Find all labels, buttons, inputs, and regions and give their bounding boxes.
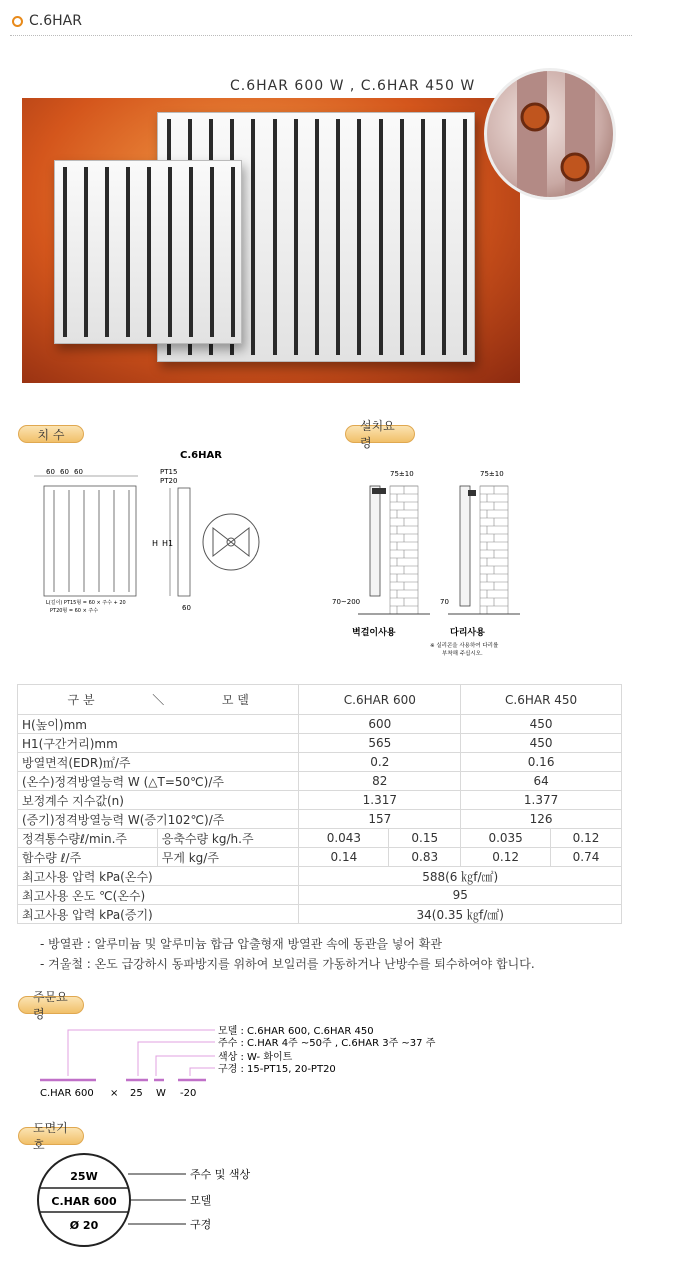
header-label-right: 모 델: [221, 693, 249, 707]
radiator-fin: [147, 167, 151, 337]
cell-value: 450: [461, 715, 622, 734]
pt-label: PT20: [160, 477, 178, 485]
cell-value: 0.12: [461, 848, 551, 867]
cell-value: 0.15: [389, 829, 461, 848]
cell-value: 1.377: [461, 791, 622, 810]
cell-value: 0.83: [389, 848, 461, 867]
order-code-count: 25: [130, 1088, 143, 1099]
radiator-fin: [357, 119, 361, 355]
table-row: [18, 715, 622, 734]
order-code-model: C.HAR 600: [40, 1088, 94, 1099]
cell-value: 600: [299, 715, 461, 734]
dimension-drawing: [28, 446, 278, 626]
table-row: [18, 905, 622, 924]
radiator-fin: [421, 119, 425, 355]
radiator-fin: [294, 119, 298, 355]
row-label: 정격통수량ℓ/min.주: [18, 829, 158, 848]
model-header: C.6HAR 450: [461, 685, 622, 715]
symbol-top-text: 25W: [70, 1170, 98, 1183]
hero-product-photo: [22, 98, 520, 383]
leg-height-label: 70: [440, 598, 449, 606]
section-pill-symbol: 도면기호: [18, 1127, 84, 1145]
table-row: [18, 734, 622, 753]
length-note: L(길이) PT15형 = 60 × 주수 + 20: [46, 600, 126, 606]
row-label: 보정계수 지수값(n): [18, 791, 299, 810]
order-diagram: [30, 1018, 490, 1108]
note-line: - 방열관 : 알루미늄 및 알루미늄 합금 압출형재 방열관 속에 동관을 넣어 확관: [40, 937, 442, 951]
row-label: 최고사용 압력 kPa(증기): [18, 905, 299, 924]
radiator-fin: [315, 119, 319, 355]
row-label: 무게 kg/주: [157, 848, 299, 867]
pitch-label: 60: [74, 468, 83, 476]
radiator-fin: [273, 119, 277, 355]
install-drawing: [330, 460, 525, 660]
leg-note: ※ 실리콘을 사용하여 다리를: [430, 643, 499, 649]
row-label: (증기)정격방열능력 W(증기102℃)/주: [18, 810, 299, 829]
order-code-size: -20: [180, 1088, 197, 1099]
pipe-detail-illustration: [487, 71, 616, 200]
row-label: H(높이)mm: [18, 715, 299, 734]
cell-value: 0.16: [461, 753, 622, 772]
symbol-label: 구경: [190, 1218, 212, 1231]
row-label: 최고사용 압력 kPa(온수): [18, 867, 299, 886]
radiator-fin: [231, 167, 235, 337]
pipe-detail-image: [484, 68, 616, 200]
table-row: [18, 791, 622, 810]
order-line: 모델 : C.6HAR 600, C.6HAR 450: [218, 1026, 374, 1037]
radiator-fin: [63, 167, 67, 337]
table-row: [18, 829, 622, 848]
row-label: 함수량 ℓ/주: [18, 848, 158, 867]
cell-value: 1.317: [299, 791, 461, 810]
header-slash: ＼: [152, 693, 165, 707]
order-line: 색상 : W- 화이트: [218, 1052, 293, 1063]
height-label: H1: [162, 539, 174, 548]
order-line: 구경 : 15-PT15, 20-PT20: [218, 1064, 336, 1075]
cell-value: 126: [461, 810, 622, 829]
section-pill-order: 주문요령: [18, 996, 84, 1014]
symbol-middle-text: C.HAR 600: [51, 1195, 117, 1208]
radiator-fin: [84, 167, 88, 337]
cell-value: 157: [299, 810, 461, 829]
header-divider: [10, 35, 632, 36]
cell-value: 0.043: [299, 829, 389, 848]
table-row: [18, 867, 622, 886]
hero-caption: C.6HAR 600 W , C.6HAR 450 W: [230, 78, 476, 94]
header-label-left: 구 분: [67, 693, 95, 707]
radiator-fin: [251, 119, 255, 355]
radiator-fin: [336, 119, 340, 355]
cell-value: 95: [299, 886, 622, 905]
order-code-x: ×: [110, 1088, 119, 1099]
radiator-fin: [210, 167, 214, 337]
bottom-label: 60: [182, 604, 191, 612]
radiator-fin: [379, 119, 383, 355]
radiator-fin: [442, 119, 446, 355]
cell-value: 588(6 ㎏f/㎠): [299, 867, 622, 886]
cell-value: 0.2: [299, 753, 461, 772]
section-pill-dimensions: 치 수: [18, 425, 84, 443]
row-label: (온수)정격방열능력 W (△T=50℃)/주: [18, 772, 299, 791]
radiator-fin: [105, 167, 109, 337]
cell-value: 0.12: [551, 829, 622, 848]
cell-value: 565: [299, 734, 461, 753]
spec-header-label: [18, 685, 299, 715]
order-code-color: W: [156, 1088, 166, 1099]
table-row: [18, 886, 622, 905]
leg-note: 부착해 주십시오.: [442, 651, 483, 657]
spec-header-row: [18, 685, 622, 715]
pitch-label: 60: [60, 468, 69, 476]
row-label: 응축수량 kg/h.주: [157, 829, 299, 848]
row-label: H1(구간거리)mm: [18, 734, 299, 753]
bullet-ring-icon: [12, 16, 23, 27]
cell-value: 0.74: [551, 848, 622, 867]
symbol-label: 모델: [190, 1194, 212, 1207]
cell-value: 0.035: [461, 829, 551, 848]
radiator-fin: [168, 167, 172, 337]
row-label: 방열면적(EDR)㎡/주: [18, 753, 299, 772]
page-header: [12, 10, 82, 32]
page-title: C.6HAR: [29, 13, 82, 29]
cell-value: 64: [461, 772, 622, 791]
radiator-small-image: [54, 160, 242, 344]
cell-value: 450: [461, 734, 622, 753]
leg-mount-caption: 다리사용: [450, 628, 485, 638]
cell-value: 0.14: [299, 848, 389, 867]
note-line: - 겨울철 : 온도 급강하시 동파방지를 위하여 보일러를 가동하거나 난방수를 퇴수하여야 합니다.: [40, 957, 535, 971]
symbol-label: 주수 및 색상: [190, 1168, 251, 1181]
radiator-fin: [189, 167, 193, 337]
height-label: H: [152, 539, 159, 548]
table-row: [18, 810, 622, 829]
row-label: 최고사용 온도 ℃(온수): [18, 886, 299, 905]
symbol-bottom-text: Ø 20: [69, 1219, 99, 1232]
spec-table: [17, 684, 622, 924]
cell-value: 82: [299, 772, 461, 791]
table-row: [18, 753, 622, 772]
table-row: [18, 772, 622, 791]
radiator-fin: [126, 167, 130, 337]
symbol-diagram: [36, 1152, 296, 1252]
pitch-label: 60: [46, 468, 55, 476]
clearance-label: 75±10: [390, 470, 414, 478]
cell-value: 34(0.35 ㎏f/㎠): [299, 905, 622, 924]
order-line: 주수 : C.HAR 4주 ~50주 , C.6HAR 3주 ~37 주: [218, 1038, 436, 1049]
wall-height-label: 70~200: [332, 598, 361, 606]
radiator-fin: [463, 119, 467, 355]
radiator-fin: [400, 119, 404, 355]
pt-label: PT15: [160, 468, 178, 476]
clearance-label: 75±10: [480, 470, 504, 478]
wall-mount-caption: 벽걸이사용: [352, 628, 396, 638]
model-header: C.6HAR 600: [299, 685, 461, 715]
section-pill-install: 설치요령: [345, 425, 415, 443]
table-row: [18, 848, 622, 867]
length-note: PT20형 = 60 × 주수: [50, 608, 99, 614]
dimension-model-label: C.6HAR: [180, 450, 222, 461]
